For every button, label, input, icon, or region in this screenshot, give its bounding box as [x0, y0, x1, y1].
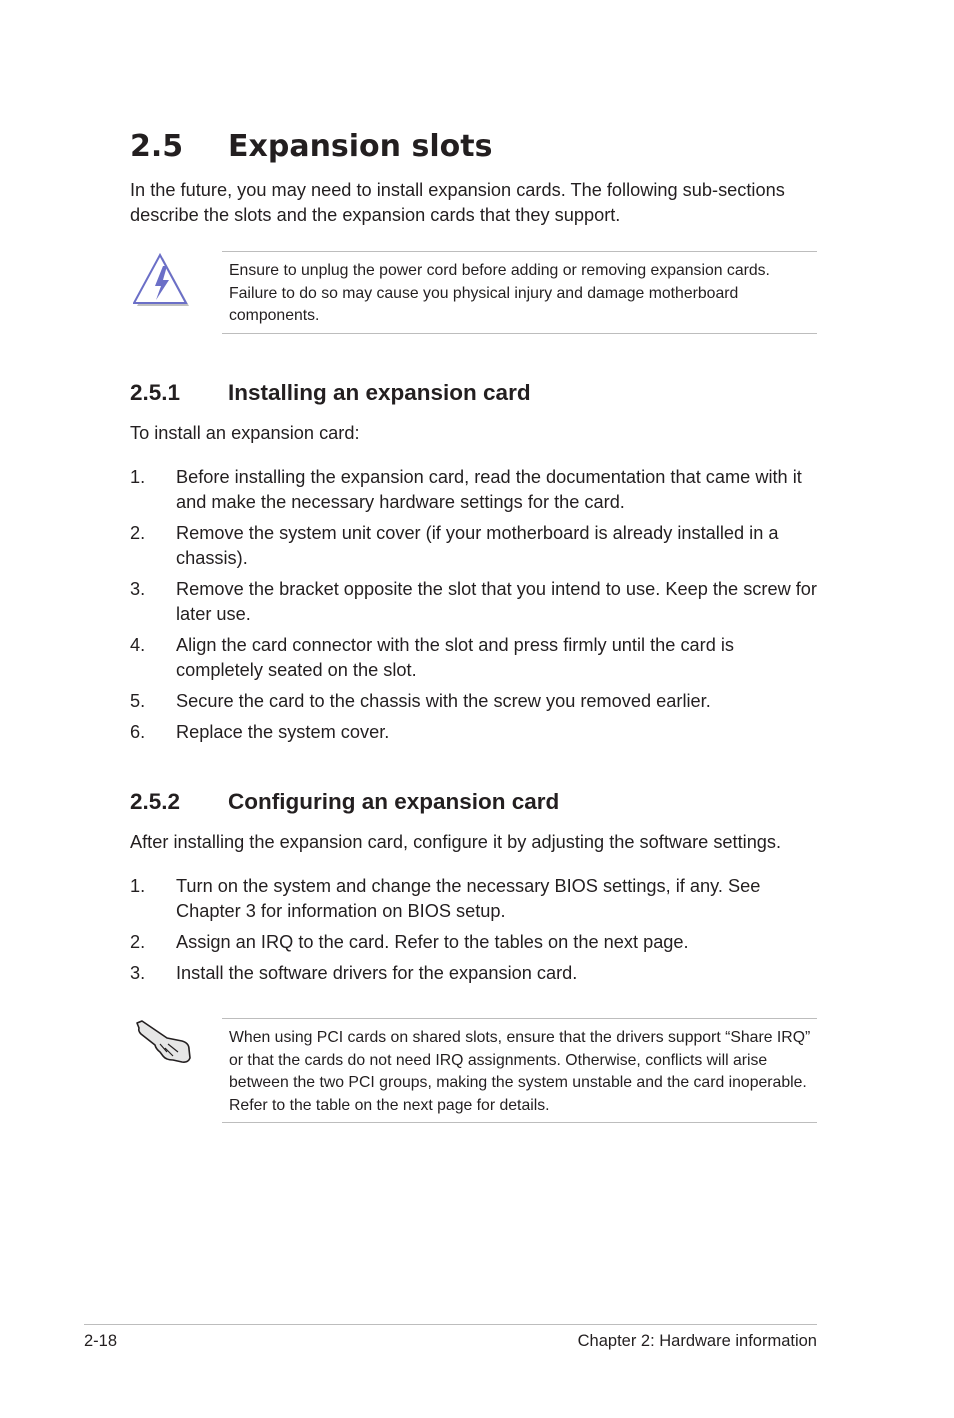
list-item-text: Replace the system cover. [176, 722, 390, 742]
list-item-number: 6. [130, 722, 146, 742]
info-note [222, 1018, 817, 1123]
subsection-1-number: 2.5.1 [130, 380, 181, 405]
list-item [130, 577, 820, 627]
section-title: Expansion slots [228, 129, 493, 164]
list-item-text: Assign an IRQ to the card. Refer to the tables on the next page. [176, 932, 689, 952]
subsection-2-lead: After installing the expansion card, configure it by adjusting the software settings. [130, 832, 782, 852]
list-item-number: 3. [130, 579, 146, 599]
chapter-title: Chapter 2: Hardware information [577, 1332, 817, 1350]
subsection-1-lead: To install an expansion card: [130, 423, 360, 443]
warning-note-text: Ensure to unplug the power cord before adding or removing expansion cards. Failure to do so may cause you physical injury and damage motherboard components. [229, 262, 770, 324]
subsection-2-title: Configuring an expansion card [228, 789, 560, 814]
subsection-2-number: 2.5.2 [130, 789, 181, 814]
list-item [130, 930, 820, 955]
subsection-1-steps [130, 465, 820, 745]
list-item-number: 1. [130, 876, 146, 896]
subsection-2-steps [130, 874, 820, 986]
footer-divider [84, 1324, 817, 1325]
list-item [130, 874, 820, 924]
list-item-number: 2. [130, 523, 146, 543]
page-number: 2-18 [84, 1332, 118, 1350]
list-item [130, 465, 820, 515]
list-item-text: Remove the system unit cover (if your motherboard is already installed in a chassis). [176, 523, 779, 568]
list-item [130, 521, 820, 571]
list-item [130, 720, 820, 745]
list-item-text: Remove the bracket opposite the slot that you intend to use. Keep the screw for later use. [176, 579, 817, 624]
section-heading [130, 127, 492, 167]
list-item-number: 4. [130, 635, 146, 655]
list-item-text: Before installing the expansion card, read the documentation that came with it and make the necessary hardware settings for the card. [176, 467, 802, 512]
list-item-number: 2. [130, 932, 146, 952]
subsection-1-heading [130, 378, 531, 408]
pointing-hand-icon [133, 1016, 195, 1066]
info-note-text: When using PCI cards on shared slots, ensure that the drivers support “Share IRQ” or that the cards do not need IRQ assignments. Otherwise, conflicts will arise between the two PCI groups, making the system unstable and the card inoperable. Refer to the table on the next page for details. [229, 1029, 811, 1114]
list-item-text: Turn on the system and change the necessary BIOS settings, if any. See Chapter 3 for information on BIOS setup. [176, 876, 761, 921]
subsection-1-title: Installing an expansion card [228, 380, 531, 405]
warning-triangle-icon [133, 252, 191, 310]
list-item-text: Align the card connector with the slot and press firmly until the card is completely seated on the slot. [176, 635, 735, 680]
list-item [130, 689, 820, 714]
section-intro: In the future, you may need to install expansion cards. The following sub-sections describe the slots and the expansion cards that they support. [130, 180, 785, 225]
list-item [130, 633, 820, 683]
section-number: 2.5 [130, 129, 184, 164]
list-item [130, 961, 820, 986]
list-item-number: 3. [130, 963, 146, 983]
list-item-number: 5. [130, 691, 146, 711]
subsection-2-heading [130, 787, 559, 817]
list-item-text: Secure the card to the chassis with the screw you removed earlier. [176, 691, 711, 711]
list-item-number: 1. [130, 467, 146, 487]
warning-note [222, 251, 817, 334]
list-item-text: Install the software drivers for the expansion card. [176, 963, 578, 983]
